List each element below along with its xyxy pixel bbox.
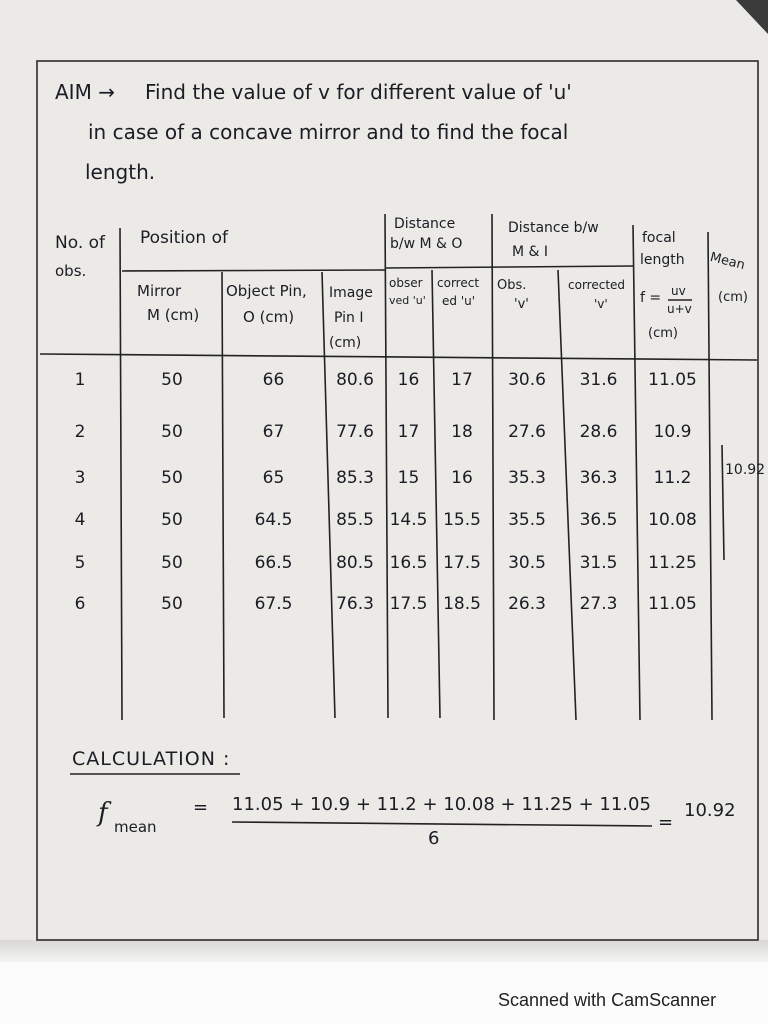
cell-object: 66: [262, 370, 285, 390]
cell-u-observed: 15: [397, 468, 420, 488]
cell-mirror: 50: [161, 370, 183, 390]
mean-result: 10.92: [684, 800, 736, 821]
header-image: Image: [329, 285, 373, 301]
header-focal: focal: [642, 230, 676, 246]
aim-label: AIM →: [55, 80, 115, 104]
cell-mirror: 50: [161, 594, 183, 614]
header-mean-unit: (cm): [718, 290, 748, 305]
header-image-unit: (cm): [329, 335, 362, 351]
header-v-corrected-sub: 'v': [594, 297, 608, 311]
header-object-unit: O (cm): [243, 308, 295, 326]
cell-v-corrected: 27.3: [579, 594, 618, 614]
cell-image: 80.5: [336, 553, 374, 573]
aim-line-2: in case of a concave mirror and to find the focal: [88, 120, 569, 144]
calculation-heading: CALCULATION :: [72, 748, 231, 770]
header-v-observed-sub: 'v': [514, 297, 529, 312]
header-focal-formula-num: uv: [671, 284, 686, 298]
header-distance-mo-sub: b/w M & O: [390, 236, 463, 252]
header-distance-mi: Distance b/w: [508, 220, 599, 236]
cell-v-corrected: 28.6: [579, 422, 618, 442]
header-distance-mo: Distance: [394, 216, 456, 232]
scan-dark-corner: [736, 0, 768, 34]
header-position-group: Position of: [140, 228, 228, 248]
column-divider: [432, 270, 440, 718]
cell-u-corrected: 17.5: [443, 553, 481, 573]
cell-focal-length: 11.05: [648, 370, 697, 390]
cell-mirror: 50: [161, 553, 183, 573]
cell-v-observed: 26.3: [508, 594, 546, 614]
cell-focal-length: 11.05: [648, 594, 697, 614]
fraction-bar: [232, 822, 652, 826]
cell-v-corrected: 31.5: [579, 553, 618, 573]
f-symbol: f: [98, 798, 108, 828]
header-u-observed-sub: ved 'u': [389, 294, 426, 307]
cell-focal-length: 10.9: [653, 422, 692, 442]
cell-image: 80.6: [336, 370, 374, 390]
cell-u-corrected: 16: [451, 468, 473, 488]
mean-denominator: 6: [428, 828, 440, 849]
cell-u-observed: 16: [397, 370, 420, 390]
cell-v-corrected: 31.6: [579, 370, 618, 390]
header-focal-length: length: [640, 252, 685, 268]
column-divider: [492, 214, 494, 720]
cell-image: 85.3: [336, 468, 374, 488]
mean-bracket: [722, 445, 724, 560]
aim-line-1: Find the value of v for different value of 'u': [145, 80, 572, 104]
cell-u-observed: 14.5: [389, 510, 428, 530]
cell-u-observed: 16.5: [389, 553, 428, 573]
cell-obs: 2: [74, 422, 86, 442]
cell-mirror: 50: [161, 510, 183, 530]
table-row: [0, 594, 768, 618]
header-v-observed: Obs.: [497, 278, 527, 293]
cell-mirror: 50: [161, 468, 183, 488]
cell-focal-length: 11.2: [653, 468, 692, 488]
cell-obs: 3: [74, 468, 86, 488]
header-group-rule: [122, 270, 385, 271]
mean-numerator: 11.05 + 10.9 + 11.2 + 10.08 + 11.25 + 11.05: [232, 794, 651, 815]
header-focal-formula-lhs: f =: [640, 290, 662, 306]
cell-focal-length: 10.08: [648, 510, 697, 530]
equals-sign: =: [193, 797, 209, 818]
header-focal-formula-den: u+v: [667, 302, 692, 316]
header-mirror-unit: M (cm): [147, 306, 200, 324]
table-row: [0, 370, 768, 394]
cell-image: 85.5: [336, 510, 374, 530]
cell-v-observed: 30.6: [508, 370, 546, 390]
table-row: [0, 510, 768, 534]
column-divider: [558, 270, 576, 720]
table-row: [0, 422, 768, 446]
cell-v-observed: 30.5: [508, 553, 546, 573]
cell-u-observed: 17.5: [389, 594, 428, 614]
header-image-pin: Pin I: [334, 310, 364, 326]
column-divider: [385, 214, 388, 718]
cell-image: 77.6: [336, 422, 374, 442]
header-obs-sub: obs.: [55, 262, 87, 280]
cell-mirror: 50: [161, 422, 183, 442]
cell-v-observed: 27.6: [508, 422, 546, 442]
cell-obs: 1: [74, 370, 86, 390]
cell-object: 67: [262, 422, 285, 442]
cell-obs: 6: [74, 594, 86, 614]
cell-v-corrected: 36.3: [579, 468, 618, 488]
cell-object: 67.5: [254, 594, 293, 614]
cell-v-observed: 35.5: [508, 510, 546, 530]
cell-u-corrected: 17: [451, 370, 473, 390]
header-u-observed: obser: [389, 276, 423, 290]
cell-obs: 4: [74, 510, 86, 530]
cell-object: 65: [262, 468, 285, 488]
header-bottom-rule: [40, 354, 757, 360]
page-shadow: [0, 940, 768, 962]
f-subscript: mean: [114, 818, 157, 836]
scanner-watermark: Scanned with CamScanner: [498, 990, 717, 1010]
aim-line-3: length.: [85, 160, 156, 184]
cell-obs: 5: [74, 553, 86, 573]
result-equals-sign: =: [658, 812, 674, 833]
cell-v-observed: 35.3: [508, 468, 546, 488]
cell-u-corrected: 18: [451, 422, 473, 442]
cell-image: 76.3: [336, 594, 374, 614]
header-mean: Mean: [708, 250, 747, 274]
header-obs: No. of: [55, 233, 106, 253]
cell-focal-length: 11.25: [648, 553, 697, 573]
header-object: Object Pin,: [226, 282, 307, 300]
column-divider: [222, 272, 224, 718]
cell-v-corrected: 36.5: [579, 510, 618, 530]
cell-u-corrected: 15.5: [443, 510, 481, 530]
header-group-rule: [385, 266, 633, 268]
header-u-corrected: correct: [437, 276, 480, 290]
cell-u-corrected: 18.5: [443, 594, 481, 614]
header-distance-mi-sub: M & I: [512, 244, 549, 260]
header-u-corrected-sub: ed 'u': [442, 294, 476, 308]
cell-u-observed: 17: [397, 422, 420, 442]
header-v-corrected: corrected: [568, 278, 626, 292]
table-row: [0, 553, 768, 577]
header-focal-unit: (cm): [648, 326, 678, 341]
mean-value: 10.92: [725, 462, 766, 478]
header-mirror: Mirror: [137, 282, 182, 300]
cell-object: 66.5: [254, 553, 293, 573]
cell-object: 64.5: [254, 510, 293, 530]
table-row: [0, 468, 768, 492]
